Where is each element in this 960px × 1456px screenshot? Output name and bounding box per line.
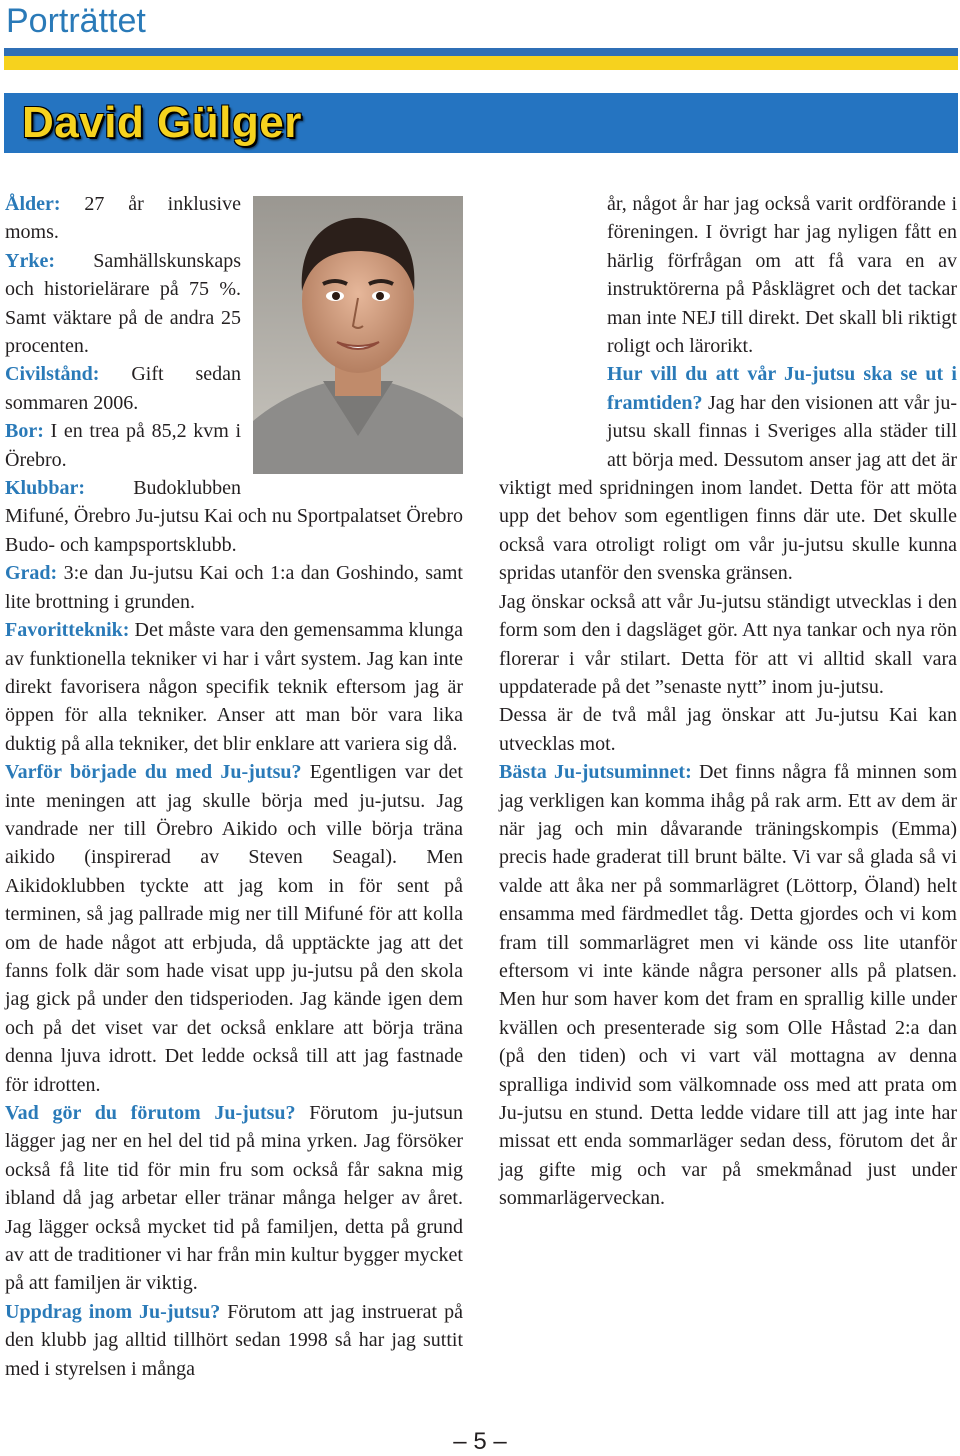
- question-basta-minnet: [499, 758, 957, 1213]
- field-favoritteknik: [5, 616, 463, 758]
- text-varfor: Egentligen var det inte meningen att jag skulle börja med ju-jutsu. Jag vandrade ner till Örebro Aikido och ville börja träna aikido (inspirerad av Steven Seagal). Men Aikidoklubben tyckte att jag kom in för sent på terminen, så jag pallrade mig ner till Mifuné för att kolla om de hade något att erbjuda, då upptäckte jag att det fanns folk där som hade visat upp ju-jutsu på den skola jag gick på under den tidsperioden. Jag kände igen dem och på det viset var det också enklare att börja träna denna ljuva idrott. Det ledde också till att jag fastnade för idrotten.: [5, 761, 463, 1096]
- header-rule-yellow: [4, 56, 958, 70]
- question-uppdrag: [5, 1298, 463, 1383]
- text-yrke: Samhällskunskaps och historielärare på 75 %. Samt väktare på de andra 25 procenten.: [5, 249, 241, 358]
- name-banner: [4, 93, 958, 153]
- text-basta-minnet: Det finns några få minnen som jag verkligen kan komma ihåg på rak arm. Ett av dem är när jag och min dåvarande träningskompis (Emma) precis hade graderat till brunt bälte. Vi var så glada så vi valde att åka ner på sommarlägret (Löttorp, Öland) helt ensamma med färdmedlet tåg. Detta gjordes och vi kom fram till sommarlägret men vi kände oss lite utanför eftersom vi inte kände några personer alls på platsen. Men hur som haver kom det fram en sprallig kille under kvällen och presenterade sig som Olle Håstad 2:a dan (på den tiden) och vi vart väl mottagna av denna spralliga individ som välkomnade oss med att prata om Ju-jutsu en stund. Detta ledde vidare till att jag inte har missat ett enda sommarläger sedan dess, förutom det år jag gifte mig och var på smekmånad just under sommarlägerveckan.: [499, 761, 957, 1210]
- field-klubbar: [5, 474, 463, 559]
- paragraph-utvecklas: Jag önskar också att vår Ju-jutsu ständigt utvecklas i den form som den i dagsläget gör. Att nya tankar och nya rön florerar i vår stilart. Detta för att vi alltid skall vara uppdaterade på det ”senaste nytt” inom ju-jutsu.: [499, 590, 957, 698]
- paragraph-ordforande: år, något år har jag också varit ordförande i föreningen. I övrigt har jag nyligen fått en härlig förfrågan om att få vara en av instruktörerna på Påsklägret och det tackar man inte NEJ till direkt. Det skall bli riktigt roligt och lärorikt.: [607, 193, 957, 358]
- header-rule-blue: [4, 48, 958, 56]
- text-civilstand: Gift sedan sommaren 2006.: [5, 363, 241, 414]
- question-forutom: [5, 1099, 463, 1298]
- text-klubbar: Budoklubben Mifuné, Örebro Ju-jutsu Kai och nu Sportpalatset Örebro Budo- och kampsportsklubb.: [5, 477, 463, 556]
- text-framtiden: Jag har den visionen att vår ju-jutsu skall finnas i Sveriges alla städer till att börja med. Dessutom anser jag att det är viktigt med spridningen inom landet. Detta för att möta upp det behov som egentligen finns där ute. Det skulle också vara otroligt roligt om vår ju-jutsu skulle kunna spridas utanför den svenska gränsen.: [499, 391, 957, 585]
- label-basta-minnet: Bästa Ju-jutsuminnet:: [499, 761, 692, 784]
- label-civilstand: Civilstånd:: [5, 363, 100, 386]
- text-alder: 27 år inklusive moms.: [5, 193, 241, 244]
- label-yrke: Yrke:: [5, 249, 55, 272]
- label-forutom: Vad gör du förutom Ju-jutsu?: [5, 1102, 296, 1124]
- text-favoritteknik: Det måste vara den gemensamma klunga av funktionella tekniker vi har i vårt system. Jag kan inte direkt favorisera någon specifik teknik eftersom jag är öppen för alla tekniker. Anser att man bör vara lika duktig på alla tekniker, det blir enklare att variera sig då.: [5, 619, 463, 755]
- label-framtiden: Hur vill du att vår Ju-jutsu ska se ut i framtiden?: [607, 363, 957, 414]
- label-grad: Grad:: [5, 562, 58, 585]
- text-grad: 3:e dan Ju-jutsu Kai och 1:a dan Goshindo, samt lite brottning i grunden.: [5, 562, 463, 613]
- right-column: [499, 190, 957, 1213]
- person-name: David Gülger: [22, 98, 302, 147]
- question-varfor: [5, 758, 463, 1099]
- field-grad: [5, 559, 463, 616]
- label-favoritteknik: Favoritteknik:: [5, 619, 130, 642]
- label-klubbar: Klubbar:: [5, 477, 86, 500]
- photo-overlap-space: [499, 190, 607, 472]
- text-uppdrag: Förutom att jag instruerat på den klubb jag alltid tillhört sedan 1998 så har jag suttit med i styrelsen i många: [5, 1300, 463, 1380]
- page-number: – 5 –: [453, 1428, 507, 1455]
- label-bor: Bor:: [5, 420, 44, 443]
- label-varfor: Varför började du med Ju-jutsu?: [5, 761, 302, 784]
- label-alder: Ålder:: [5, 193, 61, 215]
- portrait-photo: [253, 196, 463, 474]
- left-column: [5, 190, 463, 1383]
- text-forutom: Förutom ju-jutsun lägger jag ner en hel del tid på mina yrken. Jag försöker också få lite tid för min fru som också får sakna mig ibland då jag arbetar eller tränar många helger av året. Jag lägger också mycket tid på familjen, detta på grund av att de traditioner vi har från min kultur bygger mycket på att familjen är viktig.: [5, 1102, 463, 1295]
- text-bor: I en trea på 85,2 kvm i Örebro.: [5, 420, 241, 471]
- label-uppdrag: Uppdrag inom Ju-jutsu?: [5, 1300, 221, 1323]
- paragraph-mal: Dessa är de två mål jag önskar att Ju-jutsu Kai kan utvecklas mot.: [499, 704, 957, 755]
- section-title: Porträttet: [6, 2, 146, 40]
